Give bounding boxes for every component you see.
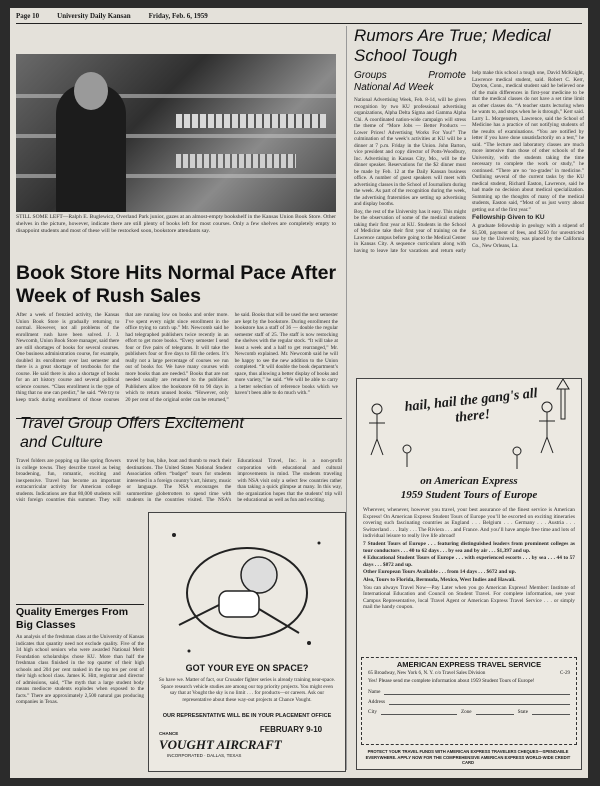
vought-brand-small: CHANCE: [159, 731, 179, 736]
ad-banner: hail, hail the gang's all there!: [403, 386, 539, 426]
coupon-code: C-29: [560, 671, 570, 676]
travel-headline: Travel Group Offers Excitement and Culture: [20, 415, 244, 451]
folio-line: [16, 10, 336, 22]
bookstore-headline: Book Store Hits Normal Pace After Week of Rush Sales: [16, 262, 337, 307]
masthead-rule: [16, 23, 582, 24]
coupon-city-label: City: [368, 709, 377, 715]
promote-body: National Advertising Week, Feb. 8-14, will be given recognition by two KU professional advertising organizations, Alpha Delta Sigma and Gamma Alpha Chi. A coordinated nation-wide campaign will stress the theme of “More Jobs — Better Products — Lower Prices! Advertising Works For You!” The culmination of the week’s activities at KU will be a dinner at 7 p.m. Friday in the Union. John Barton, vice president and copy director of Potts-Woodbury, Inc. Advertising in Kansas City, Mo., will be the dinner speaker. Reservations for the $2 dinner must be made by Feb. 12 at the Daily Kansan business office. A number of guest speakers will meet with advertising classes in the School of Journalism during the week. As part of the recognition during the week, the advertising fraternities are setting up advertising and display booths.: [354, 97, 466, 207]
vought-dates: FEBRUARY 9-10: [259, 725, 323, 734]
fellowship-body: A graduate fellowship in geology with a stipend of $1,500, payment of fees, and $250 for unrestricted use by the University, was placed by the California Co., New Orleans, La.: [472, 223, 584, 249]
ad-offer: 7 Student Tours of Europe . . . featuring distinguished leaders from prominent colleges as tour conductors . . . 40 to 62 days . . . by sea and by air . . . $1,397 and up.: [363, 540, 575, 554]
medical-body: Boy, the rest of the University has it easy. This might be the observation of some of the medical students taking their first year at KU. Students in the School of Medicine take their first year of training on the Lawrence campus before going to the Medical Center in Kansas City. A sequence curriculum along with having to leave late for vacations and return early help make this school a tough one, David McKnight, Lawrence medical student, said. Robert C. Kerr, Dayton, Conn., medical student said he believed one of the main differences in first-year medicine to be that the medical classes do not have a set time limit as other classes do. “A teacher starts lecturing when he wants to, and stops when he is through,” Kerr said. Larry L. Morgenstern, Lawrence, said the School of Medicine has a practice of not notifying students of the results of examinations. “You are notified by letter if you have done unsatisfactorily on a test,” he said. “The lecture and laboratory classes are much more intensive than those of other schools of the University, with the students taking the time necessary to complete the work or study,” he continued. “There are no ‘no-grades’ in medicine.” Outlining several of the current tasks by the KU medical student, Richard Easton, Lawrence, said he had made no decision about medical specialization. Summing up the thoughts of many of the medical students, Easton said, “Most of us just worry about getting out of the first year.”: [354, 70, 584, 254]
fellowship-headline: Fellowship Given to KU: [472, 214, 545, 221]
coupon-name-label: Name: [368, 689, 381, 695]
bookshelf-photo: [16, 54, 336, 212]
paper-name: University Daily Kansan: [57, 12, 131, 20]
quality-headline: Quality Emerges From Big Classes: [16, 606, 129, 631]
medical-story: [354, 70, 584, 376]
coupon-address-label: Address: [368, 699, 386, 705]
address-field[interactable]: [389, 699, 570, 705]
coupon-address: 65 Broadway, New York 6, N. Y. c/o Travel Sales Division: [368, 671, 486, 676]
vought-body: So have we. Matter of fact, our Crusader fighter series is already training near-space. Space research vehicle studies are among our top priority projects. You might even say that at Vought the sky is no limit . . . for products—or careers. Ask our representative about these way-out projects at Chance Vought.: [158, 677, 336, 703]
mail-coupon[interactable]: [361, 657, 577, 745]
vought-rep-line: OUR REPRESENTATIVE WILL BE IN YOUR PLACEMENT OFFICE: [162, 713, 332, 719]
vought-ad: [148, 512, 346, 772]
bookstore-story: After a week of frenzied activity, the Kansas Union Book Store is gradually returning to normal. However, not all problems of the enrollment rush have been solved. J. J. Newcomb, Union Book Store manager, said there are still shortages of books for several courses. One business administration course, for example, doubled its enrollment over last semester and there is a great shortage of textbooks for the course. He said there is also a shortage of books for an art history course and several political science courses. “Class enrollment is the type of thing that no one can predict,” he said. “We try to keep track during enrollment of those courses that are running low on books and order more. I’ve spent every night since enrollment in the office trying to catch up.” Mr. Newcomb said he had telegraphed publishers twice recently in an effort to get more books. “Every semester I send four or five pairs of telegrams. It will take the publishers four or five days to fill the orders. It’s really not a large percentage of courses we run out of books for. We have many courses with more books than are needed.” Books that are not needed usually are returned to the publisher. Publishers allow the bookstore 60 to 90 days in which to return unused books. “However, only 20 per cent of the original order can be returned,” he said. Books that will be used the next semester are kept by the bookstore. During enrollment the bookstore has a staff of 36 — double the regular semester staff of 25. The staff is now restocking the shelves with the regular stock. “It will take at least a week and a half to get rearranged,” Mr. Newcomb explained. Mr. Newcomb said he will be happy to see the new addition to the Union completed. “It will double the book department’s space, thus allowing a better display of books and more variety,” he said. “We will be able to carry a better selection of reference books which we haven’t been able to do much with.”: [16, 312, 338, 403]
coupon-body: Yes! Please send me complete information about 1959 Student Tours of Europe!: [368, 678, 535, 684]
book-row: [176, 154, 296, 168]
page-number: Page 10: [16, 12, 40, 20]
newspaper-page: [10, 8, 588, 778]
medical-headline: Rumors Are True; Medical School Tough: [354, 26, 551, 65]
vought-logo: VOUGHT AIRCRAFT: [159, 737, 282, 752]
coupon-zone-label: Zone: [460, 709, 472, 715]
ad-copy: [363, 507, 575, 655]
ad-offer: Also, Tours to Florida, Bermuda, Mexico, West Indies and Hawaii.: [363, 576, 516, 583]
vought-headline: GOT YOUR EYE ON SPACE?: [185, 663, 309, 673]
vought-brand-sub: INCORPORATED · DALLAS, TEXAS: [167, 753, 242, 758]
ad-offer: 4 Educational Student Tours of Europe . . . with experienced escorts . . . by sea . . . 44 to 57 days . . . $872 and up.: [363, 555, 575, 568]
ad-tours-line: 1959 Student Tours of Europe: [400, 489, 538, 501]
ad-closing: You can always Travel Now—Pay Later when you go American Express! Member: Institute of International Education and Council on Student Travel. For complete information, see your Campus Representative, local Travel Agent or American Express Travel Service . . . or simply mail the handy coupon.: [363, 584, 575, 611]
travel-story: Travel folders are popping up like spring flowers in college towns. They describe travel as being broadening, fun, romantic, exciting and inexpensive. Travel has become an important extracurricular activity for American college students. Indications are that 80,000 students will visit foreign countries this summer. They will travel by bus, bike, boat and thumb to reach their destinations. The United States National Student Association offers “budget” tours for students interested in a foreign country’s art, history, music or language. The NSA encourages the summertime globetrotters to spend time with students in the countries visited. The NSA’s Educational Travel, Inc. is a non-profit corporation with educational and cultural improvements in mind. The students traveling with NSA visit only a select few countries rather than taking a quick glimpse at many. In this way, the organization hopes that the students’ trip will be educational as well as fun and exciting.: [16, 458, 342, 503]
promote-headline: Groups Promote National Ad Week: [354, 70, 466, 93]
coupon-state-label: State: [517, 709, 528, 715]
american-express-ad: [356, 378, 582, 770]
issue-date: Friday, Feb. 6, 1959: [148, 12, 208, 20]
city-field[interactable]: [381, 709, 457, 715]
state-field[interactable]: [532, 709, 570, 715]
book-row: [176, 114, 326, 128]
coupon-title: AMERICAN EXPRESS TRAVEL SERVICE: [396, 660, 542, 669]
name-field[interactable]: [384, 689, 570, 695]
ad-intro: Wherever, whenever, however you travel, your best assurance of the finest service is American Express! On American Express Student Tours of Europe you’ll be escorted on exciting itineraries covering such fascinating countries as England . . . Belgium . . . Germany . . . Austria . . . Switzerland . . . Italy . . . The Riviera . . . and France. And you’ll have ample free time and lots of individual leisure to really live life abroad!: [363, 507, 575, 540]
ad-footer: PROTECT YOUR TRAVEL FUNDS WITH AMERICAN EXPRESS TRAVELERS CHEQUES—SPENDABLE EVERYWHERE. APPLY NOW FOR THE COMPREHENSIVE AMERICAN EXPRESS WORLD-WIDE CREDIT CARD: [365, 749, 571, 765]
photo-caption: STILL SOME LEFT—Ralph E. Buglewicz, Overland Park junior, gazes at an almost-empty bookshelf in the Kansas Union Book Store. Other shelves in the picture, however, indicate there are still plenty of books left for most courses. Only a few shelves are completely empty to disappoint students and most of these will be restocked soon, bookstore attendants say.: [16, 214, 336, 234]
quality-story: An analysis of the freshman class at the University of Kansas indicates that quantity need not exclude quality. Five of the 34 high school seniors who were awarded National Merit Foundation scholarships chose KU. More than half the freshman class finished in the top quarter of their high schools and 204 per cent ranked in the top ten per cent of their high school class. James K. Hitt, registrar and director of admissions, said, “The myth that a large student body means mediocre students explodes when exposed to the facts.” There are approximately 2,500 natural gas producing companies in Texas.: [16, 634, 144, 705]
astronaut-illustration: [149, 513, 345, 663]
student-head: [74, 72, 108, 110]
ad-offer: Other European Tours Available . . . from 14 days . . . $672 and up.: [363, 569, 516, 576]
ad-brand-line: on American Express: [420, 475, 518, 487]
zone-field[interactable]: [476, 709, 514, 715]
